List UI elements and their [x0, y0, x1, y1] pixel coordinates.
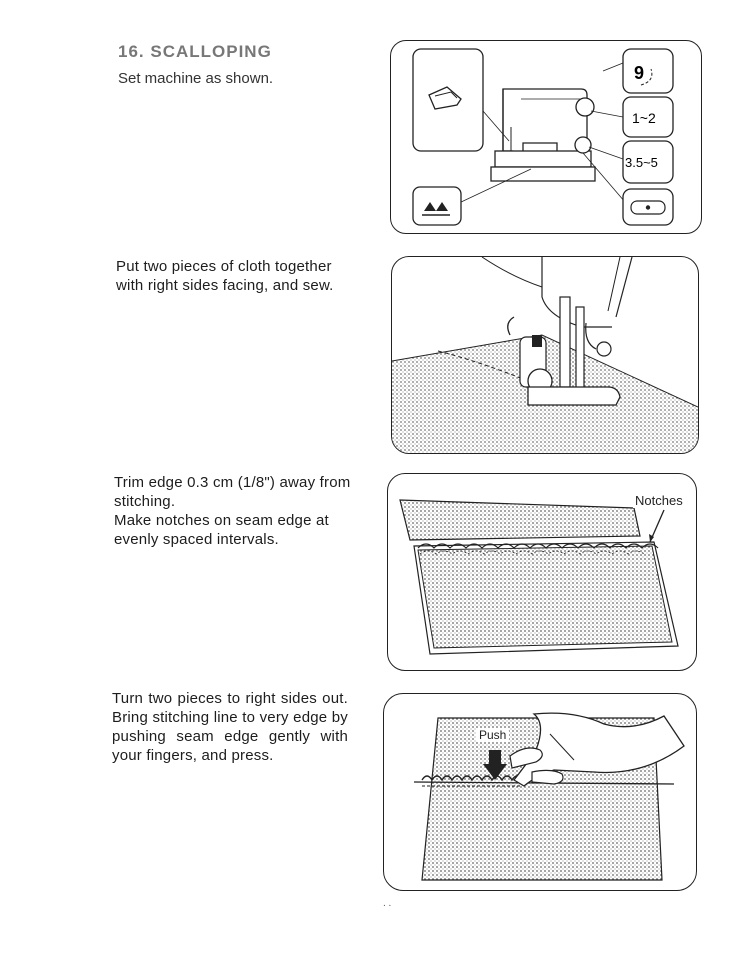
push-callout: Push — [476, 728, 509, 742]
sewing-illustration — [391, 256, 699, 454]
step-2-line-2: Make notches on seam edge at evenly spaced intervals. — [114, 512, 329, 548]
step-3-text: Turn two pieces to right sides out. Bring stitching line to very edge by pushing seam edge gently with your fingers, and press. — [112, 690, 348, 764]
step-2-line-1: Trim edge 0.3 cm (1/8") away from stitching. — [114, 474, 351, 510]
presser-foot-sewing-icon — [392, 257, 698, 453]
step-2-text — [114, 473, 354, 549]
page-number-mark: . . — [383, 898, 392, 909]
step-1-text: Put two pieces of cloth together with right sides facing, and sew. — [116, 258, 334, 294]
notches-callout: Notches — [635, 493, 683, 508]
push-seam-illustration — [383, 693, 697, 891]
section-subtitle: Set machine as shown. — [118, 70, 274, 87]
hand-pushing-seam-icon — [384, 694, 696, 890]
pattern-dial-value: 9 — [634, 63, 645, 83]
machine-settings-illustration — [390, 40, 702, 234]
notches-illustration — [387, 473, 697, 671]
stitch-length-value: 1~2 — [632, 110, 656, 126]
sewing-machine-icon — [391, 41, 701, 233]
stitch-width-value: 3.5~5 — [625, 155, 658, 170]
section-title: 16. SCALLOPING — [118, 42, 272, 61]
